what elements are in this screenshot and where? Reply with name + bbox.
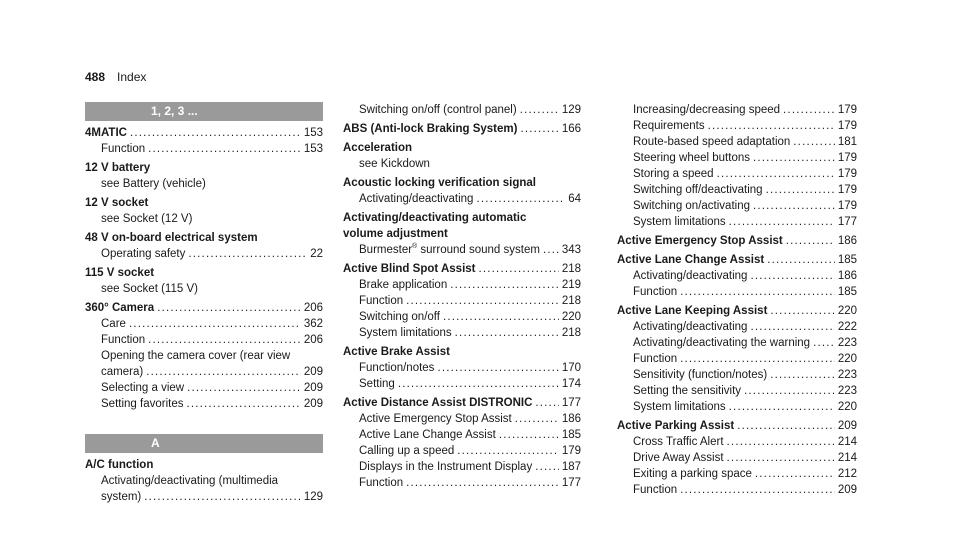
page-ref: 223 [837, 369, 857, 381]
index-subentry[interactable]: Brake application . . . 219 [343, 277, 581, 293]
index-subentry[interactable]: Increasing/decreasing speed . . . 179 [617, 102, 857, 118]
page-ref: 129 [561, 104, 581, 116]
page-ref: 186 [561, 413, 581, 425]
page-ref: 220 [837, 305, 857, 317]
index-subentry[interactable]: Activating/deactivating . . . 186 [617, 268, 857, 284]
page-ref: 222 [837, 321, 857, 333]
index-entry[interactable]: ABS (Anti-lock Braking System) . . . 166 [343, 121, 581, 137]
page-ref: 214 [837, 452, 857, 464]
index-subentry[interactable]: Activating/deactivating the warning . . . 223 [617, 335, 857, 351]
index-subentry-line: Opening the camera cover (rear view [101, 350, 291, 362]
section-header-a: A [85, 434, 323, 453]
page-ref: 179 [837, 152, 857, 164]
page-ref: 153 [303, 127, 323, 139]
page-ref: 220 [837, 353, 857, 365]
index-entry[interactable]: Active Parking Assist . . . 209 [617, 418, 857, 434]
index-subentry[interactable]: Function . . . 220 [617, 351, 857, 367]
index-subentry[interactable]: camera) . . . 209 [85, 364, 323, 380]
page-ref: 209 [837, 420, 857, 432]
page-ref: 170 [561, 362, 581, 374]
index-entry-heading: 48 V on-board electrical system [85, 232, 258, 244]
index-subentry[interactable]: Setting favorites . . . 209 [85, 396, 323, 412]
page-ref: 129 [303, 491, 323, 503]
page-header [85, 70, 146, 84]
index-entry-heading: A/C function [85, 459, 154, 471]
index-subentry[interactable]: Requirements . . . 179 [617, 118, 857, 134]
page-ref: 209 [303, 398, 323, 410]
page-ref: 177 [561, 477, 581, 489]
page-ref: 209 [303, 366, 323, 378]
index-subentry[interactable]: Switching on/off . . . 220 [343, 309, 581, 325]
index-subentry[interactable]: Calling up a speed . . . 179 [343, 443, 581, 459]
page-ref: 185 [561, 429, 581, 441]
page-ref: 177 [837, 216, 857, 228]
index-subentry[interactable]: Operating safety . . . 22 [85, 246, 323, 262]
index-subentry[interactable]: Switching on/activating . . . 179 [617, 198, 857, 214]
page-ref: 179 [837, 104, 857, 116]
page-ref: 186 [837, 270, 857, 282]
index-entry-heading: Acoustic locking verification signal [343, 177, 536, 189]
page-ref: 179 [837, 120, 857, 132]
index-subentry[interactable]: Function . . . 206 [85, 332, 323, 348]
page-ref: 22 [310, 248, 323, 260]
index-entry[interactable]: Active Lane Change Assist . . . 185 [617, 252, 857, 268]
index-subentry[interactable]: Function/notes . . . 170 [343, 360, 581, 376]
page-ref: 153 [303, 143, 323, 155]
index-see-reference[interactable]: see Battery (vehicle) [101, 178, 206, 190]
index-entry-heading: volume adjustment [343, 228, 448, 240]
index-subentry[interactable]: Selecting a view . . . 209 [85, 380, 323, 396]
index-subentry[interactable]: Active Lane Change Assist . . . 185 [343, 427, 581, 443]
index-subentry[interactable]: Route-based speed adaptation . . . 181 [617, 134, 857, 150]
page-ref: 223 [837, 385, 857, 397]
page-ref: 64 [568, 193, 581, 205]
index-see-reference[interactable]: see Kickdown [359, 158, 430, 170]
page-ref: 185 [837, 286, 857, 298]
index-subentry[interactable]: Active Emergency Stop Assist . . . 186 [343, 411, 581, 427]
index-subentry[interactable]: Setting . . . 174 [343, 376, 581, 392]
page-ref: 220 [561, 311, 581, 323]
index-entry[interactable]: Active Blind Spot Assist . . . 218 [343, 261, 581, 277]
index-entry-heading: Acceleration [343, 142, 413, 154]
index-subentry-line: Activating/deactivating (multimedia [101, 475, 279, 487]
page-ref: 220 [837, 401, 857, 413]
index-subentry[interactable]: System limitations . . . 177 [617, 214, 857, 230]
page-title: Index [117, 70, 147, 84]
index-subentry[interactable]: Drive Away Assist . . . 214 [617, 450, 857, 466]
index-entry[interactable]: 4MATIC . . . 153 [85, 125, 323, 141]
index-subentry[interactable]: Exiting a parking space . . . 212 [617, 466, 857, 482]
index-subentry[interactable]: System limitations . . . 220 [617, 399, 857, 415]
index-subentry[interactable]: Storing a speed . . . 179 [617, 166, 857, 182]
page-number: 488 [85, 70, 106, 84]
index-subentry[interactable]: System limitations . . . 218 [343, 325, 581, 341]
index-entry-heading: 115 V socket [85, 267, 155, 279]
page-ref: 212 [837, 468, 857, 480]
page-ref: 214 [837, 436, 857, 448]
index-subentry[interactable]: system) . . . 129 [85, 489, 323, 505]
index-column-2 [343, 102, 581, 491]
index-entry-heading: Active Brake Assist [343, 346, 450, 358]
page-ref: 209 [837, 484, 857, 496]
page-ref: 218 [561, 263, 581, 275]
page-ref: 185 [837, 254, 857, 266]
index-see-reference[interactable]: see Socket (12 V) [101, 213, 193, 225]
page-ref: 206 [303, 334, 323, 346]
index-entry[interactable]: Active Emergency Stop Assist . . . 186 [617, 233, 857, 249]
page-ref: 218 [561, 327, 581, 339]
page-ref: 181 [837, 136, 857, 148]
page-ref: 179 [837, 168, 857, 180]
index-subentry[interactable]: Function . . . 218 [343, 293, 581, 309]
page-ref: 174 [561, 378, 581, 390]
page-ref: 223 [837, 337, 857, 349]
page-ref: 179 [561, 445, 581, 457]
index-entry-heading: 12 V socket [85, 197, 149, 209]
index-subentry[interactable]: Care . . . 362 [85, 316, 323, 332]
index-entry-heading: Activating/deactivating automatic [343, 212, 527, 224]
page-ref: 362 [303, 318, 323, 330]
index-see-reference[interactable]: see Socket (115 V) [101, 283, 198, 295]
page-ref: 179 [837, 200, 857, 212]
index-subentry[interactable]: Switching off/deactivating . . . 179 [617, 182, 857, 198]
index-entry[interactable]: Active Distance Assist DISTRONIC . . . 177 [343, 395, 581, 411]
page-ref: 209 [303, 382, 323, 394]
index-column-3 [617, 102, 857, 498]
index-subentry[interactable]: Switching on/off (control panel) . . . 129 [343, 102, 581, 118]
index-subentry[interactable]: Function . . . 177 [343, 475, 581, 491]
index-subentry[interactable]: Cross Traffic Alert . . . 214 [617, 434, 857, 450]
index-subentry[interactable]: Steering wheel buttons . . . 179 [617, 150, 857, 166]
page-ref: 179 [837, 184, 857, 196]
index-subentry[interactable]: Activating/deactivating . . . 64 [343, 191, 581, 207]
index-subentry[interactable]: Sensitivity (function/notes) . . . 223 [617, 367, 857, 383]
index-subentry[interactable]: Setting the sensitivity . . . 223 [617, 383, 857, 399]
page-ref: 206 [303, 302, 323, 314]
page-ref: 166 [561, 123, 581, 135]
page-ref: 186 [837, 235, 857, 247]
section-header-numbers: 1, 2, 3 ... [85, 102, 323, 121]
index-entry[interactable]: 360° Camera . . . 206 [85, 300, 323, 316]
index-subentry[interactable]: Displays in the Instrument Display . . . 187 [343, 459, 581, 475]
index-subentry[interactable]: Function . . . 185 [617, 284, 857, 300]
page-ref: 219 [561, 279, 581, 291]
index-entry[interactable]: Active Lane Keeping Assist . . . 220 [617, 303, 857, 319]
index-subentry[interactable]: Burmester® surround sound system . . . 343 [343, 242, 581, 258]
page-ref: 187 [561, 461, 581, 473]
page-ref: 343 [561, 244, 581, 256]
index-subentry[interactable]: Function . . . 209 [617, 482, 857, 498]
index-column-1 [85, 102, 323, 505]
page-ref: 177 [561, 397, 581, 409]
index-subentry[interactable]: Function . . . 153 [85, 141, 323, 157]
page-ref: 218 [561, 295, 581, 307]
index-entry-heading: 12 V battery [85, 162, 151, 174]
index-subentry[interactable]: Activating/deactivating . . . 222 [617, 319, 857, 335]
